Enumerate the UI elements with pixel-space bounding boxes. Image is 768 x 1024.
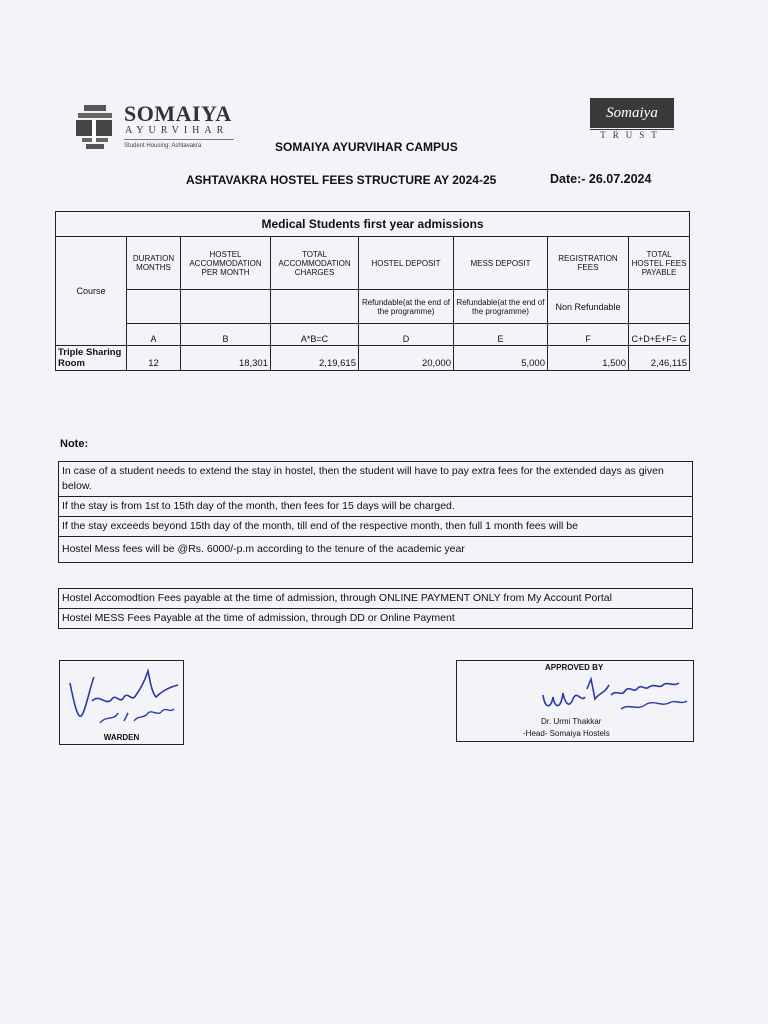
header-registration-fees: REGISTRATION FEES — [548, 237, 629, 290]
subnote-mess-deposit: Refundable(at the end of the programme) — [454, 290, 548, 324]
code-cell: A*B=C — [271, 324, 359, 346]
note-item: If the stay exceeds beyond 15th day of the month, till end of the respective month, then full 1 month fees will be — [59, 516, 692, 536]
subnote-empty — [271, 290, 359, 324]
subnote-empty — [127, 290, 181, 324]
registration-fees-value: 1,500 — [548, 346, 629, 371]
code-cell: D — [359, 324, 454, 346]
course-header: Course — [56, 237, 127, 346]
subnote-registration: Non Refundable — [548, 290, 629, 324]
notes-box — [58, 461, 693, 563]
hostel-deposit-value: 20,000 — [359, 346, 454, 371]
logo-divider — [124, 139, 234, 140]
header-accommodation-per-month: HOSTEL ACCOMMODATION PER MONTH — [181, 237, 271, 290]
trust-logo-word: TRUST — [590, 129, 674, 140]
room-type-label: Triple Sharing Room — [56, 346, 127, 371]
logo-name: SOMAIYA — [124, 101, 232, 126]
duration-value: 12 — [127, 346, 181, 371]
logo-subtitle: AYURVIHAR — [125, 125, 229, 136]
mess-deposit-value: 5,000 — [454, 346, 548, 371]
note-item: If the stay is from 1st to 15th day of the month, then fees for 15 days will be charged. — [59, 496, 692, 516]
note-item: Hostel Mess fees will be @Rs. 6000/-p.m according to the tenure of the academic year — [59, 536, 692, 562]
total-payable-value: 2,46,115 — [629, 346, 690, 371]
fees-table — [55, 211, 690, 371]
code-cell: E — [454, 324, 548, 346]
trust-logo: Somaiya — [590, 98, 674, 128]
code-cell: C+D+E+F= G — [629, 324, 690, 346]
header-hostel-deposit: HOSTEL DEPOSIT — [359, 237, 454, 290]
approver-signature — [539, 669, 691, 717]
note-item: In case of a student needs to extend the stay in hostel, then the student will have to pay extra fees for the extended days as given below. — [62, 465, 664, 492]
subnote-empty — [181, 290, 271, 324]
approver-title: -Head- Somaiya Hostels — [523, 729, 610, 738]
somaiya-logo-icon — [74, 103, 116, 151]
header-total-payable: TOTAL HOSTEL FEES PAYABLE — [629, 237, 690, 290]
fees-structure-title: ASHTAVAKRA HOSTEL FEES STRUCTURE AY 2024-25 — [186, 173, 497, 187]
per-month-value: 18,301 — [181, 346, 271, 371]
warden-signature — [66, 663, 181, 731]
header-total-accommodation: TOTAL ACCOMMODATION CHARGES — [271, 237, 359, 290]
subnote-empty — [629, 290, 690, 324]
approval-box — [456, 660, 694, 742]
logo-tagline: Student Housing: Ashtavakra — [124, 143, 202, 149]
header-mess-deposit: MESS DEPOSIT — [454, 237, 548, 290]
table-subnote-row — [56, 290, 690, 324]
payment-item: Hostel Accomodtion Fees payable at the time of admission, through ONLINE PAYMENT ONLY from My Account Portal — [62, 592, 612, 604]
approver-name: Dr. Urmi Thakkar — [541, 717, 602, 726]
payment-box — [58, 588, 693, 629]
payment-item: Hostel MESS Fees Payable at the time of admission, through DD or Online Payment — [59, 608, 692, 628]
subnote-hostel-deposit: Refundable(at the end of the programme) — [359, 290, 454, 324]
campus-title: SOMAIYA AYURVIHAR CAMPUS — [275, 140, 458, 154]
total-accommodation-value: 2,19,615 — [271, 346, 359, 371]
table-header-row — [56, 237, 690, 290]
note-label: Note: — [60, 438, 89, 450]
table-caption: Medical Students first year admissions — [56, 212, 690, 237]
table-code-row — [56, 324, 690, 346]
code-cell: A — [127, 324, 181, 346]
code-cell: F — [548, 324, 629, 346]
header-duration: DURATION MONTHS — [127, 237, 181, 290]
table-row — [56, 346, 690, 371]
approved-by-label: APPROVED BY — [545, 663, 604, 672]
code-cell: B — [181, 324, 271, 346]
warden-label: WARDEN — [103, 733, 140, 742]
warden-signature-box — [59, 660, 184, 745]
document-date: Date:- 26.07.2024 — [550, 172, 652, 186]
